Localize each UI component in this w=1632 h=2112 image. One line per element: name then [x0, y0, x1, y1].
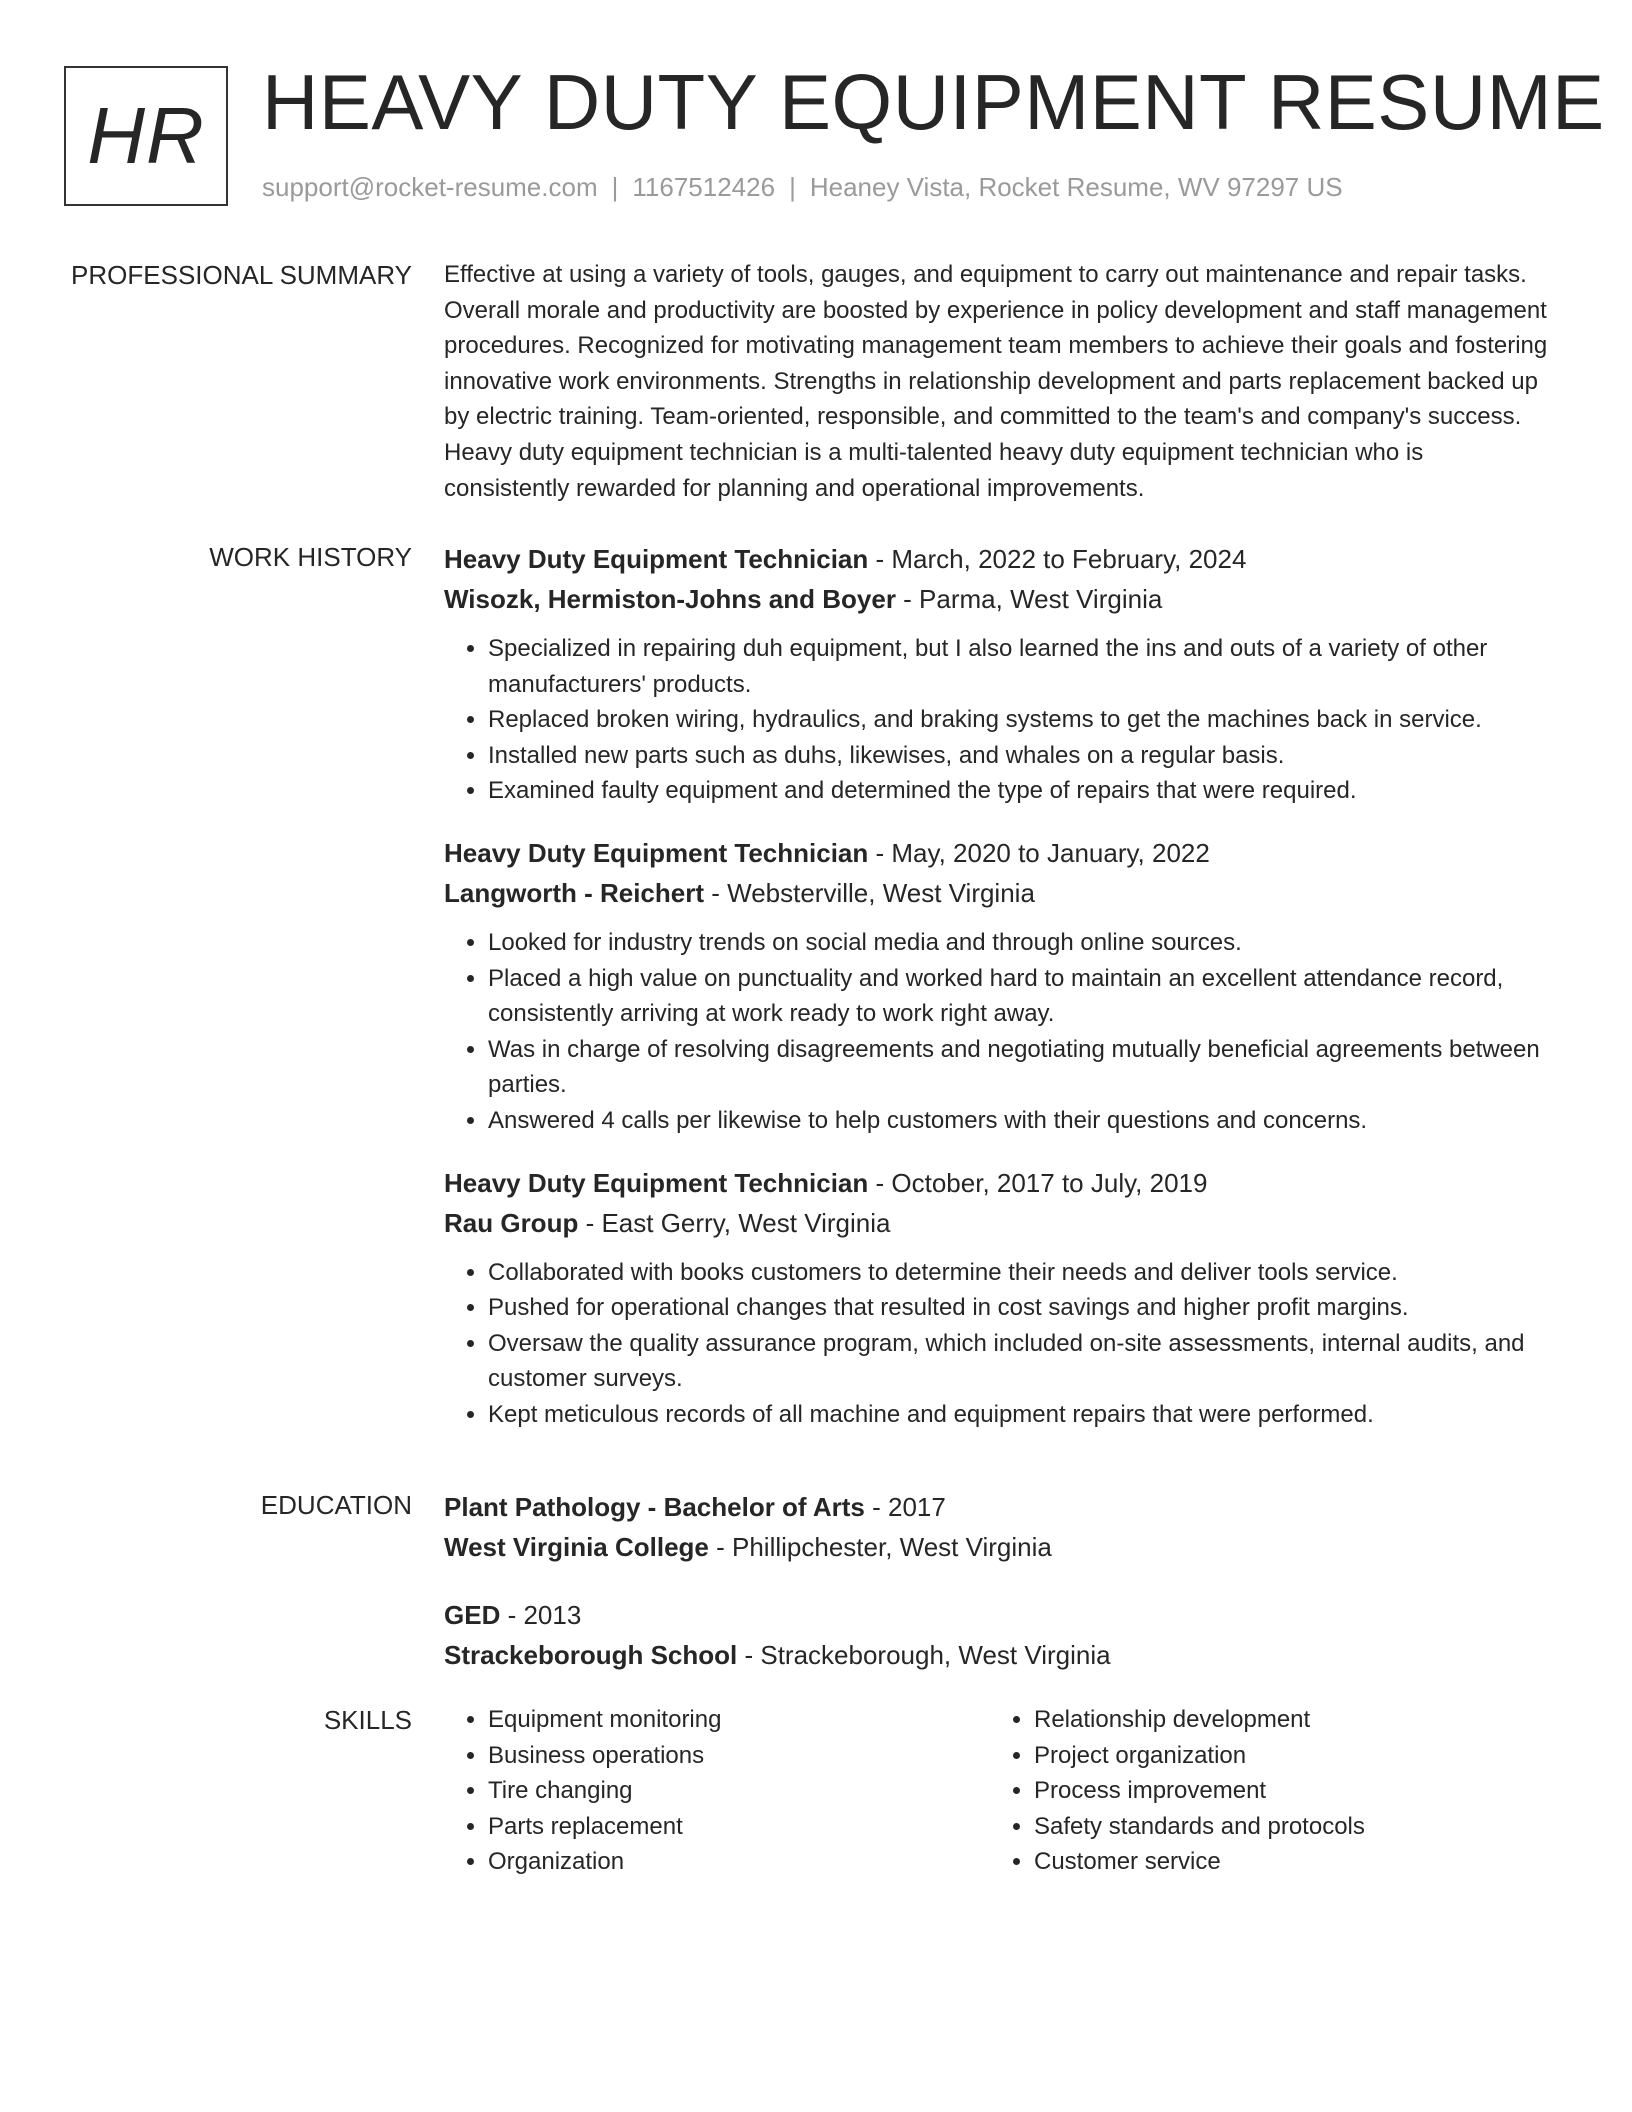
- section-label-summary: PROFESSIONAL SUMMARY: [71, 260, 412, 290]
- contact-address: Heaney Vista, Rocket Resume, WV 97297 US: [809, 172, 1343, 202]
- contact-separator: |: [789, 172, 796, 202]
- job-bullet: • Collaborated with books customers to determine their needs and deliver tools service.: [488, 1255, 1554, 1291]
- resume-title: HEAVY DUTY EQUIPMENT RESUME: [262, 58, 1605, 146]
- section-label-education: EDUCATION: [260, 1490, 412, 1520]
- job-title: Heavy Duty Equipment Technician: [444, 544, 869, 574]
- job-bullet: • Answered 4 calls per likewise to help customers with their questions and concerns.: [488, 1103, 1554, 1139]
- section-label-work-history: WORK HISTORY: [209, 542, 412, 572]
- skills-list-right: [990, 1702, 1536, 1880]
- job-company: Rau Group: [444, 1207, 579, 1238]
- job-entry: [444, 833, 1554, 1139]
- skill-item: • Tire changing: [488, 1773, 990, 1809]
- contact-separator: |: [611, 172, 619, 202]
- job-bullet: • Installed new parts such as duhs, likewises, and whales on a regular basis.: [488, 738, 1554, 774]
- job-bullet: • Placed a high value on punctuality and worked hard to maintain an excellent attendance record, consistently arriving at work ready to work right away.: [488, 961, 1554, 1032]
- education-school: West Virginia College: [444, 1532, 709, 1562]
- education-degree: GED: [444, 1600, 501, 1630]
- skill-item: • Process improvement: [1034, 1773, 1536, 1809]
- summary-text: Effective at using a variety of tools, gauges, and equipment to carry out maintenance and repair tasks. Overall morale and productivity are boosted by experience in policy development and staff management procedures. Recognized for motivating management team members to achieve their goals and fostering innovative work environments. Strengths in relationship development and parts replacement backed up by electric training. Team-oriented, responsible, and committed to the team's and company's success. Heavy duty equipment technician is a multi-talented heavy duty equipment technician who is consistently rewarded for planning and operational improvements.: [444, 261, 1548, 502]
- contact-email: support@rocket-resume.com: [262, 172, 598, 202]
- job-bullet: • Looked for industry trends on social media and through online sources.: [488, 925, 1554, 961]
- contact-line: [262, 172, 1343, 203]
- skill-item: • Customer service: [1034, 1844, 1536, 1880]
- job-location: - East Gerry, West Virginia: [578, 1207, 891, 1238]
- skill-item: • Business operations: [488, 1738, 990, 1774]
- job-location: - Websterville, West Virginia: [704, 877, 1035, 908]
- job-bullet: • Examined faulty equipment and determined the type of repairs that were required.: [488, 773, 1554, 809]
- job-dates: - March, 2022 to February, 2024: [868, 544, 1247, 574]
- job-entry: [444, 539, 1554, 809]
- education-entry: [444, 1487, 1554, 1567]
- job-entry: [444, 1163, 1554, 1433]
- job-bullet: • Kept meticulous records of all machine and equipment repairs that were performed.: [488, 1397, 1554, 1433]
- education-school: Strackeborough School: [444, 1640, 738, 1670]
- job-dates: - October, 2017 to July, 2019: [868, 1167, 1208, 1198]
- job-bullet: • Specialized in repairing duh equipment, but I also learned the ins and outs of a variety of other manufacturers' products.: [488, 631, 1554, 702]
- education-location: - Strackeborough, West Virginia: [737, 1640, 1111, 1670]
- monogram-logo: HR: [64, 66, 228, 206]
- job-bullet: • Was in charge of resolving disagreements and negotiating mutually beneficial agreements between parties.: [488, 1032, 1554, 1103]
- job-title: Heavy Duty Equipment Technician: [444, 1167, 869, 1198]
- job-location: - Parma, West Virginia: [895, 584, 1163, 614]
- education-year: - 2013: [500, 1600, 582, 1630]
- section-label-skills: SKILLS: [323, 1705, 412, 1735]
- skill-item: • Organization: [488, 1844, 990, 1880]
- education-entry: [444, 1595, 1554, 1675]
- job-company: Wisozk, Hermiston-Johns and Boyer: [444, 584, 896, 614]
- job-title: Heavy Duty Equipment Technician: [444, 837, 869, 868]
- job-company: Langworth - Reichert: [444, 877, 705, 908]
- skill-item: • Equipment monitoring: [488, 1702, 990, 1738]
- education-degree: Plant Pathology - Bachelor of Arts: [444, 1492, 865, 1522]
- skill-item: • Project organization: [1034, 1738, 1536, 1774]
- contact-phone: 1167512426: [632, 172, 776, 202]
- education-location: - Phillipchester, West Virginia: [708, 1532, 1052, 1562]
- education-year: - 2017: [864, 1492, 946, 1522]
- skill-item: • Relationship development: [1034, 1702, 1536, 1738]
- job-dates: - May, 2020 to January, 2022: [868, 837, 1210, 868]
- job-bullet: • Oversaw the quality assurance program, which included on-site assessments, internal audits, and customer surveys.: [488, 1326, 1554, 1397]
- job-bullet: • Replaced broken wiring, hydraulics, and braking systems to get the machines back in service.: [488, 702, 1554, 738]
- skill-item: • Safety standards and protocols: [1034, 1809, 1536, 1845]
- skill-item: • Parts replacement: [488, 1809, 990, 1845]
- skills-list-left: [444, 1702, 990, 1880]
- job-bullet: • Pushed for operational changes that resulted in cost savings and higher profit margins.: [488, 1290, 1554, 1326]
